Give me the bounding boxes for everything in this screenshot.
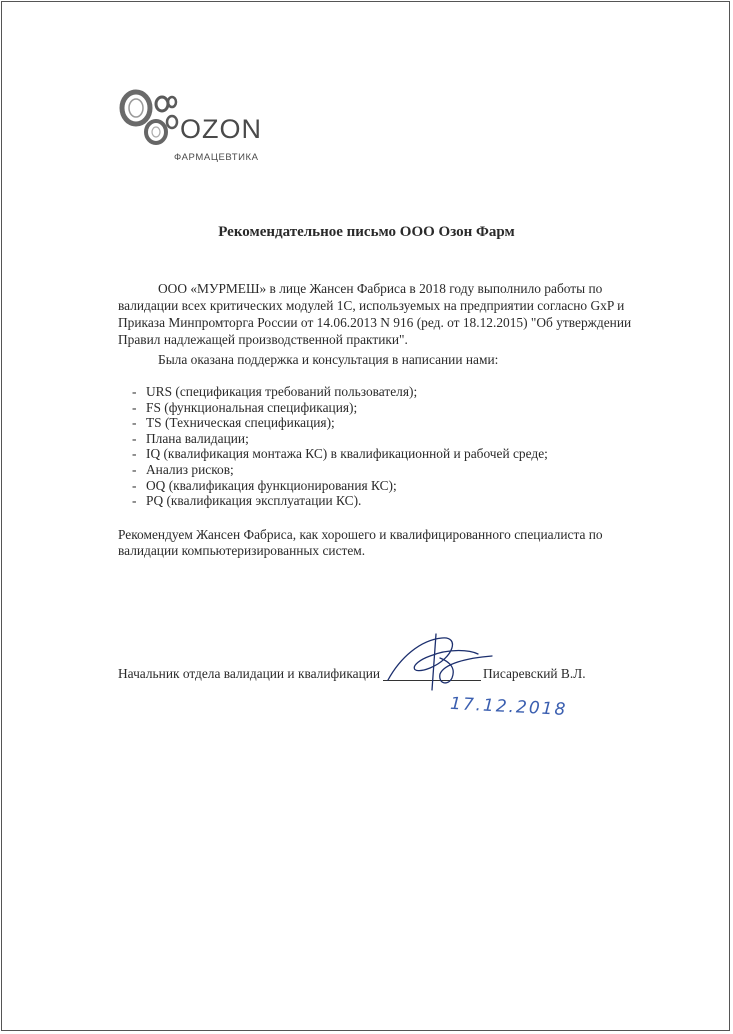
list-item: - OQ (квалификация функционирования КС);	[132, 477, 397, 493]
list-item: - FS (функциональная спецификация);	[132, 399, 358, 415]
list-item: - URS (спецификация требований пользователя);	[132, 384, 418, 399]
list-item: - IQ (квалификация монтажа КС) в квалификационной и рабочей среде;	[132, 446, 548, 462]
recommendation-paragraph: Рекомендуем Жансен Фабриса, как хорошего и квалифицированного специалиста по валидации компьютеризированных систем.	[118, 527, 603, 558]
list-dash: -	[132, 446, 137, 462]
list-dash: -	[132, 384, 137, 399]
list-item: - Плана валидации;	[132, 430, 249, 446]
intro-text: ООО «МУРМЕШ» в лице Жансен Фабриса в 2018 году выполнило работы по валидации всех критических модулей 1С, используемых на предприятии согласно GxP и Приказа Минпромторга России от 14.06.2013 N 916 (ред. от 18.12.2015) "Об утверждении Правил надлежащей производственной практики".	[118, 281, 632, 347]
list-dash: -	[132, 493, 137, 509]
list-dash: -	[132, 461, 137, 477]
page-border	[1, 1, 730, 1031]
handwritten-signature	[380, 628, 500, 698]
list-item: - Анализ рисков;	[132, 461, 234, 477]
logo-subtitle: ФАРМАЦЕВТИКА	[174, 152, 259, 163]
logo-wordmark: OZON	[180, 114, 262, 144]
ozon-rings-icon	[118, 88, 180, 150]
list-dash: -	[132, 415, 137, 431]
company-logo	[118, 88, 278, 168]
list-dash: -	[132, 399, 137, 415]
list-dash: -	[132, 430, 137, 446]
signatory-name: Писаревский В.Л.	[483, 666, 586, 681]
letter-title: Рекомендательное письмо ООО Озон Фарм	[218, 224, 515, 240]
deliverables-list	[118, 384, 548, 509]
signatory-position: Начальник отдела валидации и квалификации	[118, 666, 381, 681]
handwritten-date: 17.12.2018	[449, 693, 568, 721]
support-heading: Была оказана поддержка и консультация в написании нами:	[158, 352, 499, 367]
list-item: - PQ (квалификация эксплуатации КС).	[132, 493, 362, 509]
list-dash: -	[132, 477, 137, 493]
list-item: - TS (Техническая спецификация);	[132, 415, 335, 431]
intro-paragraph	[118, 280, 643, 348]
